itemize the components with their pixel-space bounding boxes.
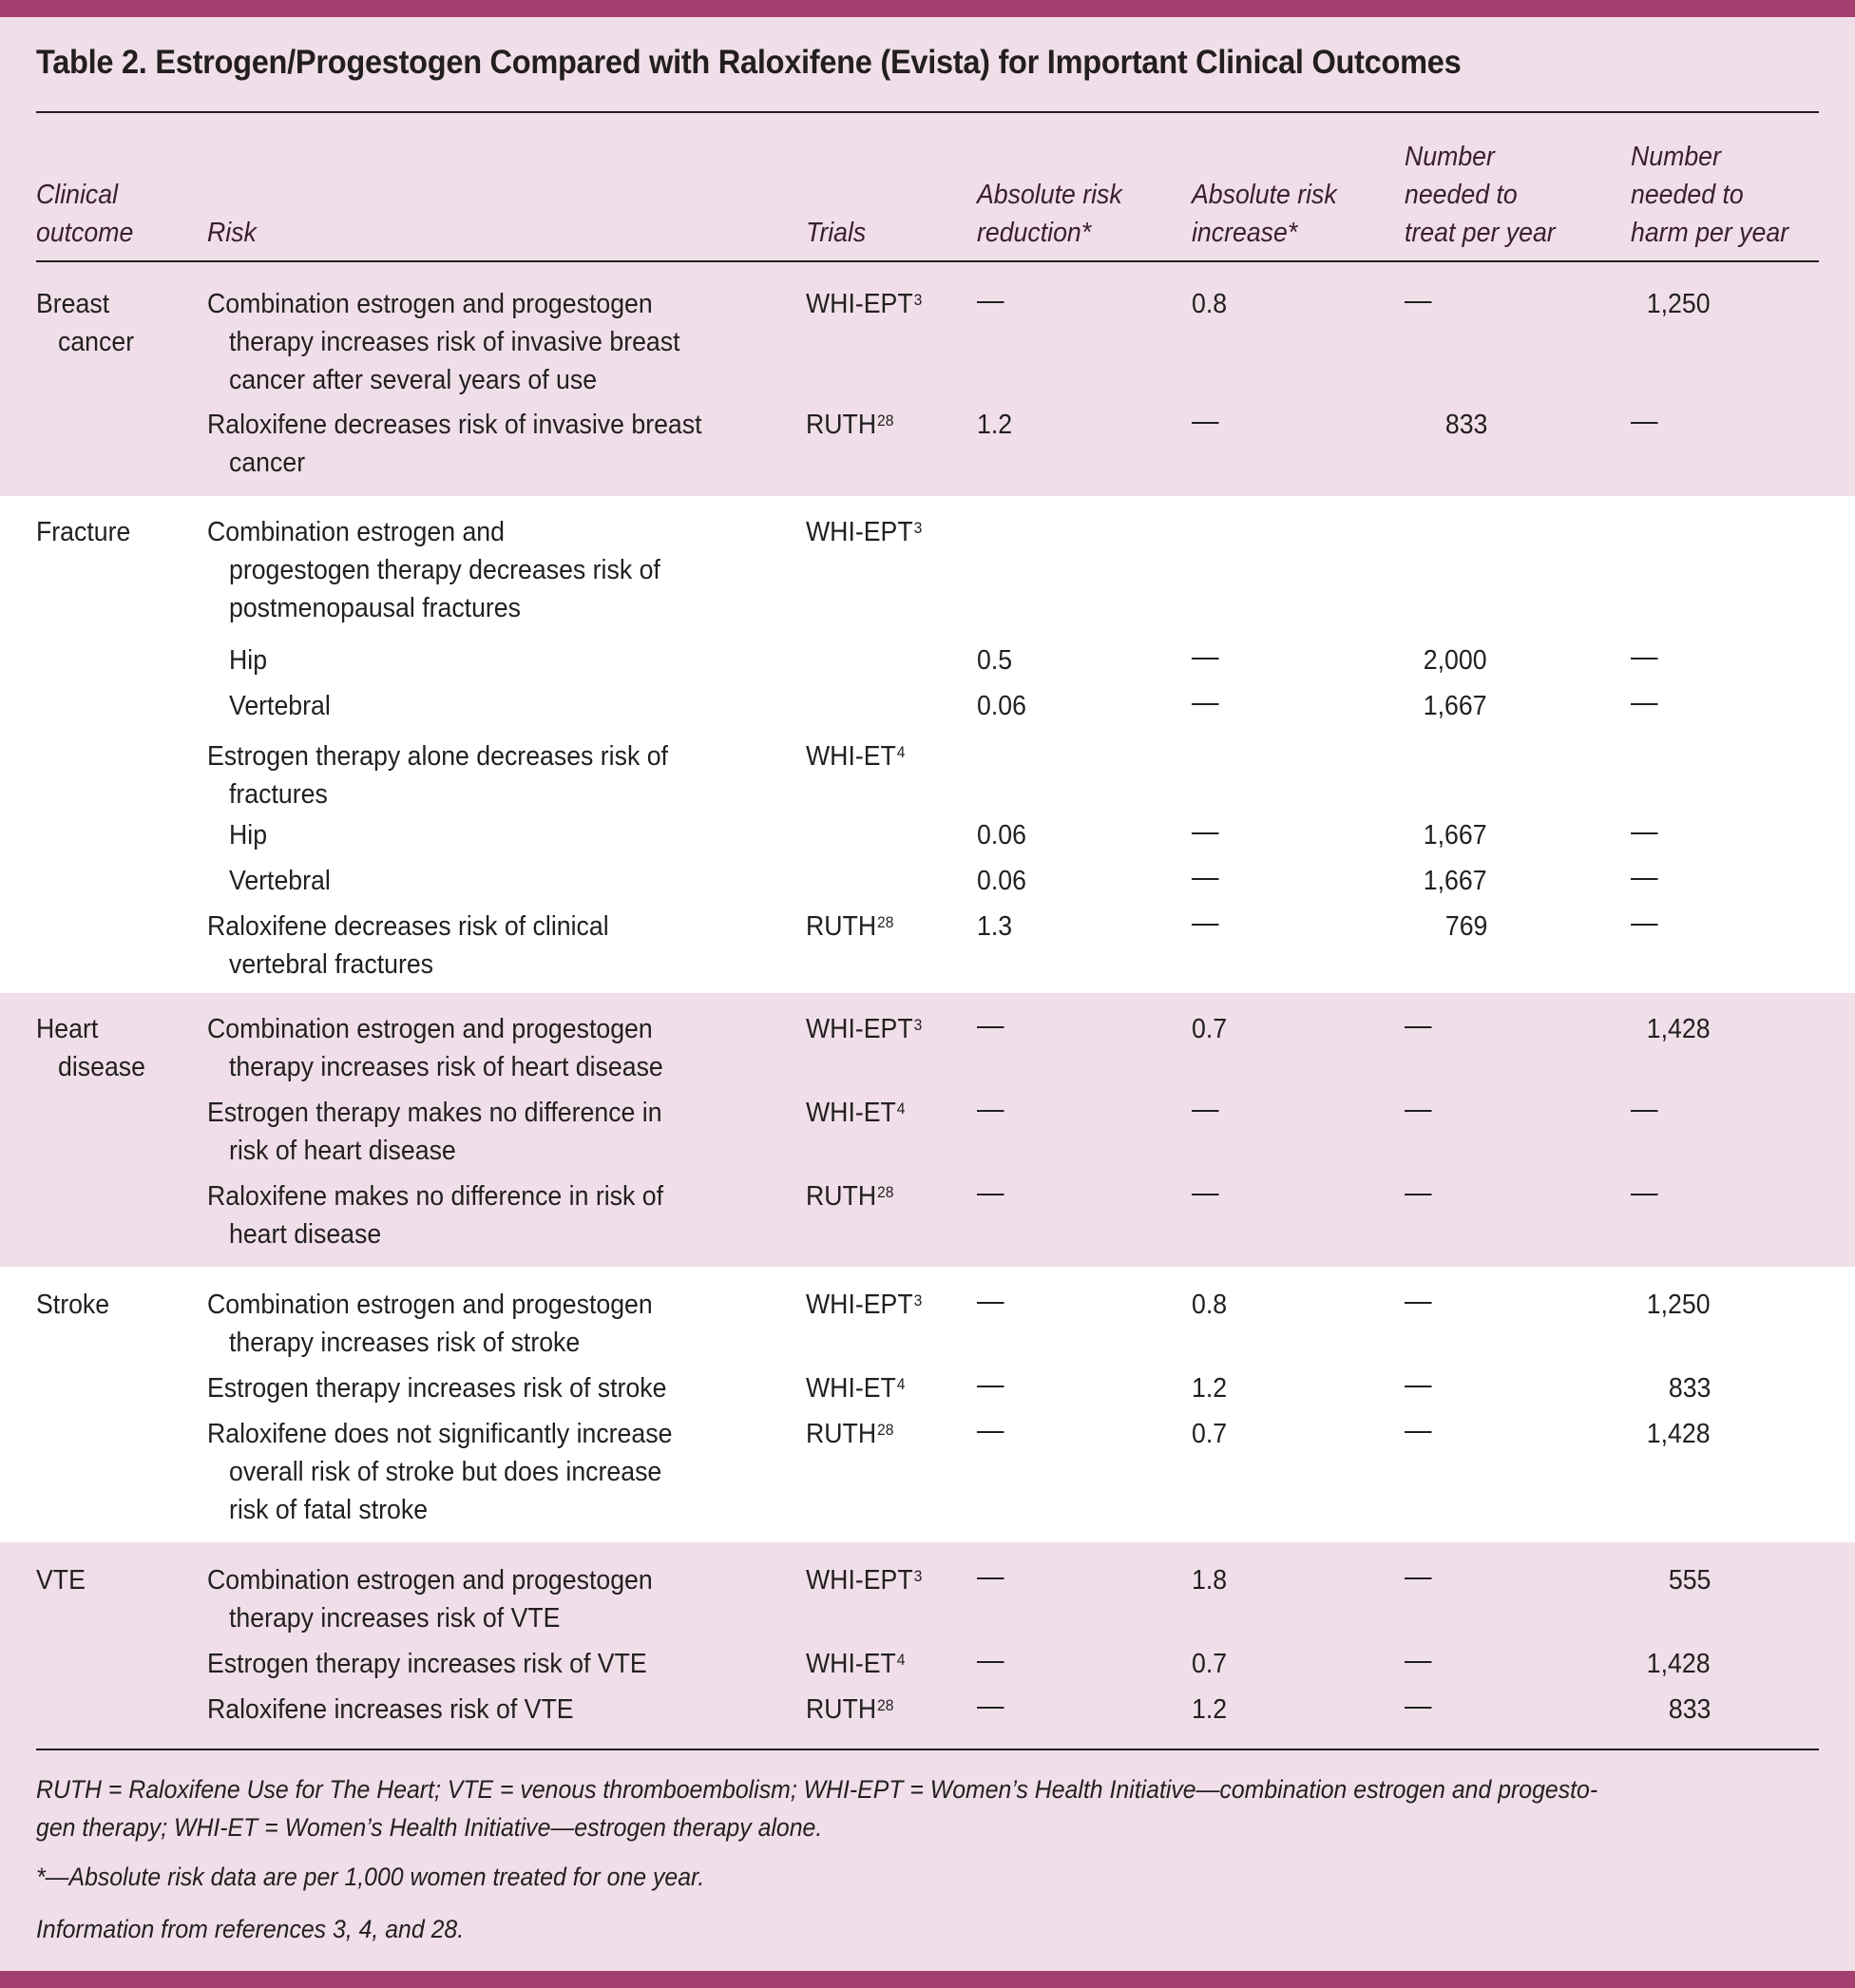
nnt-value-dash [1405,1645,1432,1683]
column-header-nnh-line: Number [1631,142,1721,172]
nnt-value-dash [1405,1177,1432,1215]
nnt-value-dash [1405,1010,1432,1048]
column-header-nnt [1405,143,1556,252]
nnt-value-dash [1405,285,1432,323]
risk-line: Raloxifene decreases risk of clinical [207,911,609,942]
em-dash-not-applicable [1405,1431,1432,1433]
ari-value-dash [1192,816,1219,854]
risk-line: Raloxifene decreases risk of invasive breast [207,410,702,440]
em-dash-not-applicable [977,1194,1004,1195]
risk-line: heart disease [229,1219,382,1250]
risk-description [207,1286,653,1362]
trial-label: WHI-EPT [806,1014,913,1044]
nnh-value: 1,250 [1647,289,1711,319]
em-dash-not-applicable [1405,1661,1432,1663]
risk-description [207,641,267,679]
column-header-nnt-line: treat per year [1405,218,1556,248]
reference-superscript: 28 [877,411,894,430]
trial-label: WHI-ET [806,1373,896,1404]
nnt-value: 769 [1444,911,1487,942]
nnh-value-dash [1631,687,1658,725]
trial-label: WHI-ET [806,1649,896,1679]
risk-line: Estrogen therapy increases risk of stroke [207,1373,667,1404]
em-dash-not-applicable [1631,703,1658,705]
risk-line: therapy increases risk of stroke [229,1328,581,1358]
clinical-outcome-line: VTE [36,1565,86,1596]
em-dash-not-applicable [1192,878,1219,880]
risk-subcategory: Vertebral [229,866,331,896]
trial-name [806,406,893,444]
em-dash-not-applicable [1631,422,1658,424]
column-header-arr-line: reduction* [977,218,1092,248]
nnh-value: 1,428 [1647,1014,1711,1044]
footnote-source: Information from references 3, 4, and 28. [36,1915,465,1943]
ari-value: 0.8 [1192,289,1228,319]
em-dash-not-applicable [977,301,1004,303]
nnh-value: 1,428 [1647,1419,1711,1449]
column-header-arr-line: Absolute risk [977,180,1122,210]
nnt-value-dash [1405,1286,1432,1324]
clinical-outcome-line: cancer [58,327,135,357]
trial-name [806,1645,905,1683]
ari-value: 0.7 [1192,1014,1228,1044]
reference-superscript: 3 [913,1291,923,1309]
em-dash-not-applicable [977,1431,1004,1433]
risk-description [207,1177,663,1253]
risk-description [207,513,660,627]
arr-value-dash [977,1010,1004,1048]
risk-line: vertebral fractures [229,949,434,980]
em-dash-not-applicable [1405,1110,1432,1112]
nnh-value-dash [1631,1094,1658,1132]
ari-value: 0.8 [1192,1290,1228,1320]
column-header-outcome [36,143,133,252]
risk-description [207,816,267,854]
arr-value-dash [977,1369,1004,1407]
nnt-value: 833 [1444,410,1487,440]
nnt-value-dash [1405,1369,1432,1407]
reference-superscript: 4 [896,743,906,761]
risk-line: overall risk of stroke but does increase [229,1457,662,1487]
trial-label: RUTH [806,410,877,440]
clinical-outcome-label [36,1561,86,1599]
table-title: Table 2. Estrogen/Progestogen Compared with Raloxifene (Evista) for Important Clinical Outcomes [36,44,1462,81]
risk-line: therapy increases risk of VTE [229,1603,561,1634]
trial-name [806,1094,905,1132]
em-dash-not-applicable [977,1302,1004,1304]
nnt-value: 2,000 [1424,645,1487,676]
em-dash-not-applicable [1405,301,1432,303]
column-header-arr [977,143,1122,252]
arr-value: 1.3 [977,911,1013,942]
risk-line: Raloxifene does not significantly increase [207,1419,673,1449]
em-dash-not-applicable [977,1110,1004,1112]
reference-superscript: 3 [913,1567,923,1585]
risk-line: postmenopausal fractures [229,593,521,623]
nnh-value: 833 [1668,1373,1711,1404]
header-rule [36,260,1819,262]
trial-name [806,1561,922,1599]
risk-line: risk of fatal stroke [229,1495,429,1525]
column-header-nnt-line: needed to [1405,180,1518,210]
clinical-outcome-label [36,513,130,551]
reference-superscript: 3 [913,1016,923,1034]
trial-label: WHI-EPT [806,1565,913,1596]
em-dash-not-applicable [1405,1026,1432,1028]
trial-label: WHI-EPT [806,289,913,319]
arr-value: 0.06 [977,820,1026,851]
footnote-abbreviations-line1: RUTH = Raloxifene Use for The Heart; VTE = venous thromboembolism; WHI-EPT = Women’s Health Initiative—combination estrogen and progesto- [36,1775,1598,1804]
arr-value: 0.06 [977,866,1026,896]
em-dash-not-applicable [1631,1194,1658,1195]
nnh-value-dash [1631,641,1658,679]
arr-value-dash [977,1645,1004,1683]
column-header-outcome-line: Clinical [36,180,119,210]
title-rule [36,111,1819,113]
em-dash-not-applicable [1405,1302,1432,1304]
trial-name [806,1369,905,1407]
em-dash-not-applicable [1405,1577,1432,1579]
clinical-outcome-line: Stroke [36,1290,110,1320]
reference-superscript: 28 [877,1183,894,1201]
trial-label: RUTH [806,1181,877,1212]
risk-description [207,406,702,482]
ari-value: 0.7 [1192,1649,1228,1679]
arr-value-dash [977,285,1004,323]
ari-value-dash [1192,406,1219,444]
ari-value-dash [1192,1177,1219,1215]
outcome-group [0,1542,1855,1749]
risk-line: therapy increases risk of invasive breast [229,327,680,357]
trial-label: RUTH [806,911,877,942]
em-dash-not-applicable [1192,832,1219,834]
risk-description [207,1561,653,1637]
em-dash-not-applicable [977,1577,1004,1579]
risk-line: Combination estrogen and progestogen [207,289,653,319]
trial-label: WHI-EPT [806,1290,913,1320]
reference-superscript: 28 [877,913,894,931]
nnt-value-dash [1405,1094,1432,1132]
trial-name [806,908,893,946]
risk-line: Combination estrogen and progestogen [207,1565,653,1596]
em-dash-not-applicable [1631,878,1658,880]
ari-value: 1.2 [1192,1694,1228,1725]
ari-value-dash [1192,908,1219,946]
arr-value: 1.2 [977,410,1013,440]
em-dash-not-applicable [1631,832,1658,834]
nnh-value-dash [1631,1177,1658,1215]
nnt-value: 1,667 [1424,691,1487,721]
clinical-outcome-line: Fracture [36,517,131,547]
bottom-accent-bar [0,1971,1855,1988]
em-dash-not-applicable [977,1661,1004,1663]
risk-description [207,737,668,813]
outcome-group [0,496,1855,993]
risk-line: Raloxifene makes no difference in risk of [207,1181,663,1212]
risk-line: cancer after several years of use [229,365,598,395]
nnh-value-dash [1631,862,1658,900]
risk-line: progestogen therapy decreases risk of [229,555,660,585]
outcome-group [0,993,1855,1267]
outcome-group [0,1267,1855,1542]
em-dash-not-applicable [1405,1386,1432,1387]
risk-description [207,687,331,725]
ari-value-dash [1192,687,1219,725]
em-dash-not-applicable [1631,924,1658,926]
em-dash-not-applicable [1631,1110,1658,1112]
column-header-trials-line: Trials [806,218,867,248]
trial-name [806,1286,922,1324]
reference-superscript: 3 [913,519,923,537]
risk-subcategory: Vertebral [229,691,331,721]
trial-name [806,1010,922,1048]
arr-value-dash [977,1415,1004,1453]
reference-superscript: 4 [896,1375,906,1393]
trial-label: WHI-ET [806,1098,896,1128]
em-dash-not-applicable [1631,658,1658,659]
em-dash-not-applicable [1192,1110,1219,1112]
top-accent-bar [0,0,1855,17]
footnote-abbreviations-line2: gen therapy; WHI-ET = Women’s Health Initiative—estrogen therapy alone. [36,1813,823,1842]
arr-value-dash [977,1691,1004,1729]
arr-value: 0.06 [977,691,1026,721]
risk-description [207,908,609,984]
arr-value-dash [977,1177,1004,1215]
risk-description [207,1415,672,1529]
trial-name [806,285,922,323]
arr-value-dash [977,1094,1004,1132]
risk-description [207,1094,662,1170]
arr-value: 0.5 [977,645,1013,676]
reference-superscript: 28 [877,1421,894,1439]
column-header-outcome-line: outcome [36,218,134,248]
column-header-ari-line: Absolute risk [1192,180,1337,210]
nnh-value: 833 [1668,1694,1711,1725]
trial-name [806,1415,893,1453]
column-header-ari [1192,143,1337,252]
em-dash-not-applicable [1192,658,1219,659]
risk-line: Combination estrogen and progestogen [207,1014,653,1044]
em-dash-not-applicable [1192,1194,1219,1195]
em-dash-not-applicable [1192,924,1219,926]
risk-description [207,1369,666,1407]
ari-value: 1.8 [1192,1565,1228,1596]
clinical-outcome-label [36,1010,145,1086]
clinical-outcome-line: disease [58,1052,145,1082]
trial-label: RUTH [806,1419,877,1449]
nnt-value: 1,667 [1424,866,1487,896]
risk-subcategory: Hip [229,645,268,676]
column-header-risk-line: Risk [207,218,257,248]
nnt-value-dash [1405,1561,1432,1599]
nnh-value: 555 [1668,1565,1711,1596]
column-header-ari-line: increase* [1192,218,1298,248]
reference-superscript: 3 [913,291,923,309]
ari-value-dash [1192,862,1219,900]
trial-name [806,513,922,551]
nnh-value-dash [1631,816,1658,854]
risk-line: therapy increases risk of heart disease [229,1052,663,1082]
em-dash-not-applicable [1405,1194,1432,1195]
reference-superscript: 4 [896,1651,906,1669]
risk-description [207,1645,647,1683]
reference-superscript: 28 [877,1696,894,1714]
risk-line: Raloxifene increases risk of VTE [207,1694,574,1725]
risk-description [207,285,680,399]
risk-line: cancer [229,448,306,478]
column-header-nnh-line: needed to [1631,180,1744,210]
column-header-risk [207,143,257,252]
clinical-outcome-line: Breast [36,289,110,319]
em-dash-not-applicable [977,1707,1004,1709]
nnh-value: 1,250 [1647,1290,1711,1320]
risk-description [207,1010,663,1086]
ari-value-dash [1192,1094,1219,1132]
em-dash-not-applicable [977,1386,1004,1387]
ari-value: 0.7 [1192,1419,1228,1449]
em-dash-not-applicable [1192,703,1219,705]
trial-label: WHI-EPT [806,517,913,547]
trial-name [806,737,905,775]
risk-line: Combination estrogen and progestogen [207,1290,653,1320]
trial-name [806,1177,893,1215]
risk-line: fractures [229,779,328,810]
column-header-nnt-line: Number [1405,142,1495,172]
nnh-value: 1,428 [1647,1649,1711,1679]
clinical-outcome-label [36,1286,109,1324]
footnote-asterisk: *—Absolute risk data are per 1,000 women treated for one year. [36,1863,705,1891]
risk-description [207,862,331,900]
outcome-group [0,266,1855,496]
ari-value: 1.2 [1192,1373,1228,1404]
nnt-value: 1,667 [1424,820,1487,851]
em-dash-not-applicable [1192,422,1219,424]
arr-value-dash [977,1286,1004,1324]
trial-label: WHI-ET [806,741,896,772]
arr-value-dash [977,1561,1004,1599]
clinical-outcome-label [36,285,134,361]
risk-line: risk of heart disease [229,1136,456,1166]
em-dash-not-applicable [1405,1707,1432,1709]
risk-description [207,1691,574,1729]
trial-label: RUTH [806,1694,877,1725]
em-dash-not-applicable [977,1026,1004,1028]
nnh-value-dash [1631,406,1658,444]
risk-line: Estrogen therapy increases risk of VTE [207,1649,647,1679]
nnh-value-dash [1631,908,1658,946]
trial-name [806,1691,893,1729]
risk-subcategory: Hip [229,820,268,851]
risk-line: Estrogen therapy makes no difference in [207,1098,662,1128]
table-bottom-rule [36,1749,1819,1750]
clinical-outcome-line: Heart [36,1014,99,1044]
nnt-value-dash [1405,1691,1432,1729]
column-header-nnh-line: harm per year [1631,218,1789,248]
column-header-trials [806,143,866,252]
risk-line: Combination estrogen and [207,517,505,547]
column-header-nnh [1631,143,1788,252]
risk-line: Estrogen therapy alone decreases risk of [207,741,668,772]
reference-superscript: 4 [896,1099,906,1118]
nnt-value-dash [1405,1415,1432,1453]
ari-value-dash [1192,641,1219,679]
